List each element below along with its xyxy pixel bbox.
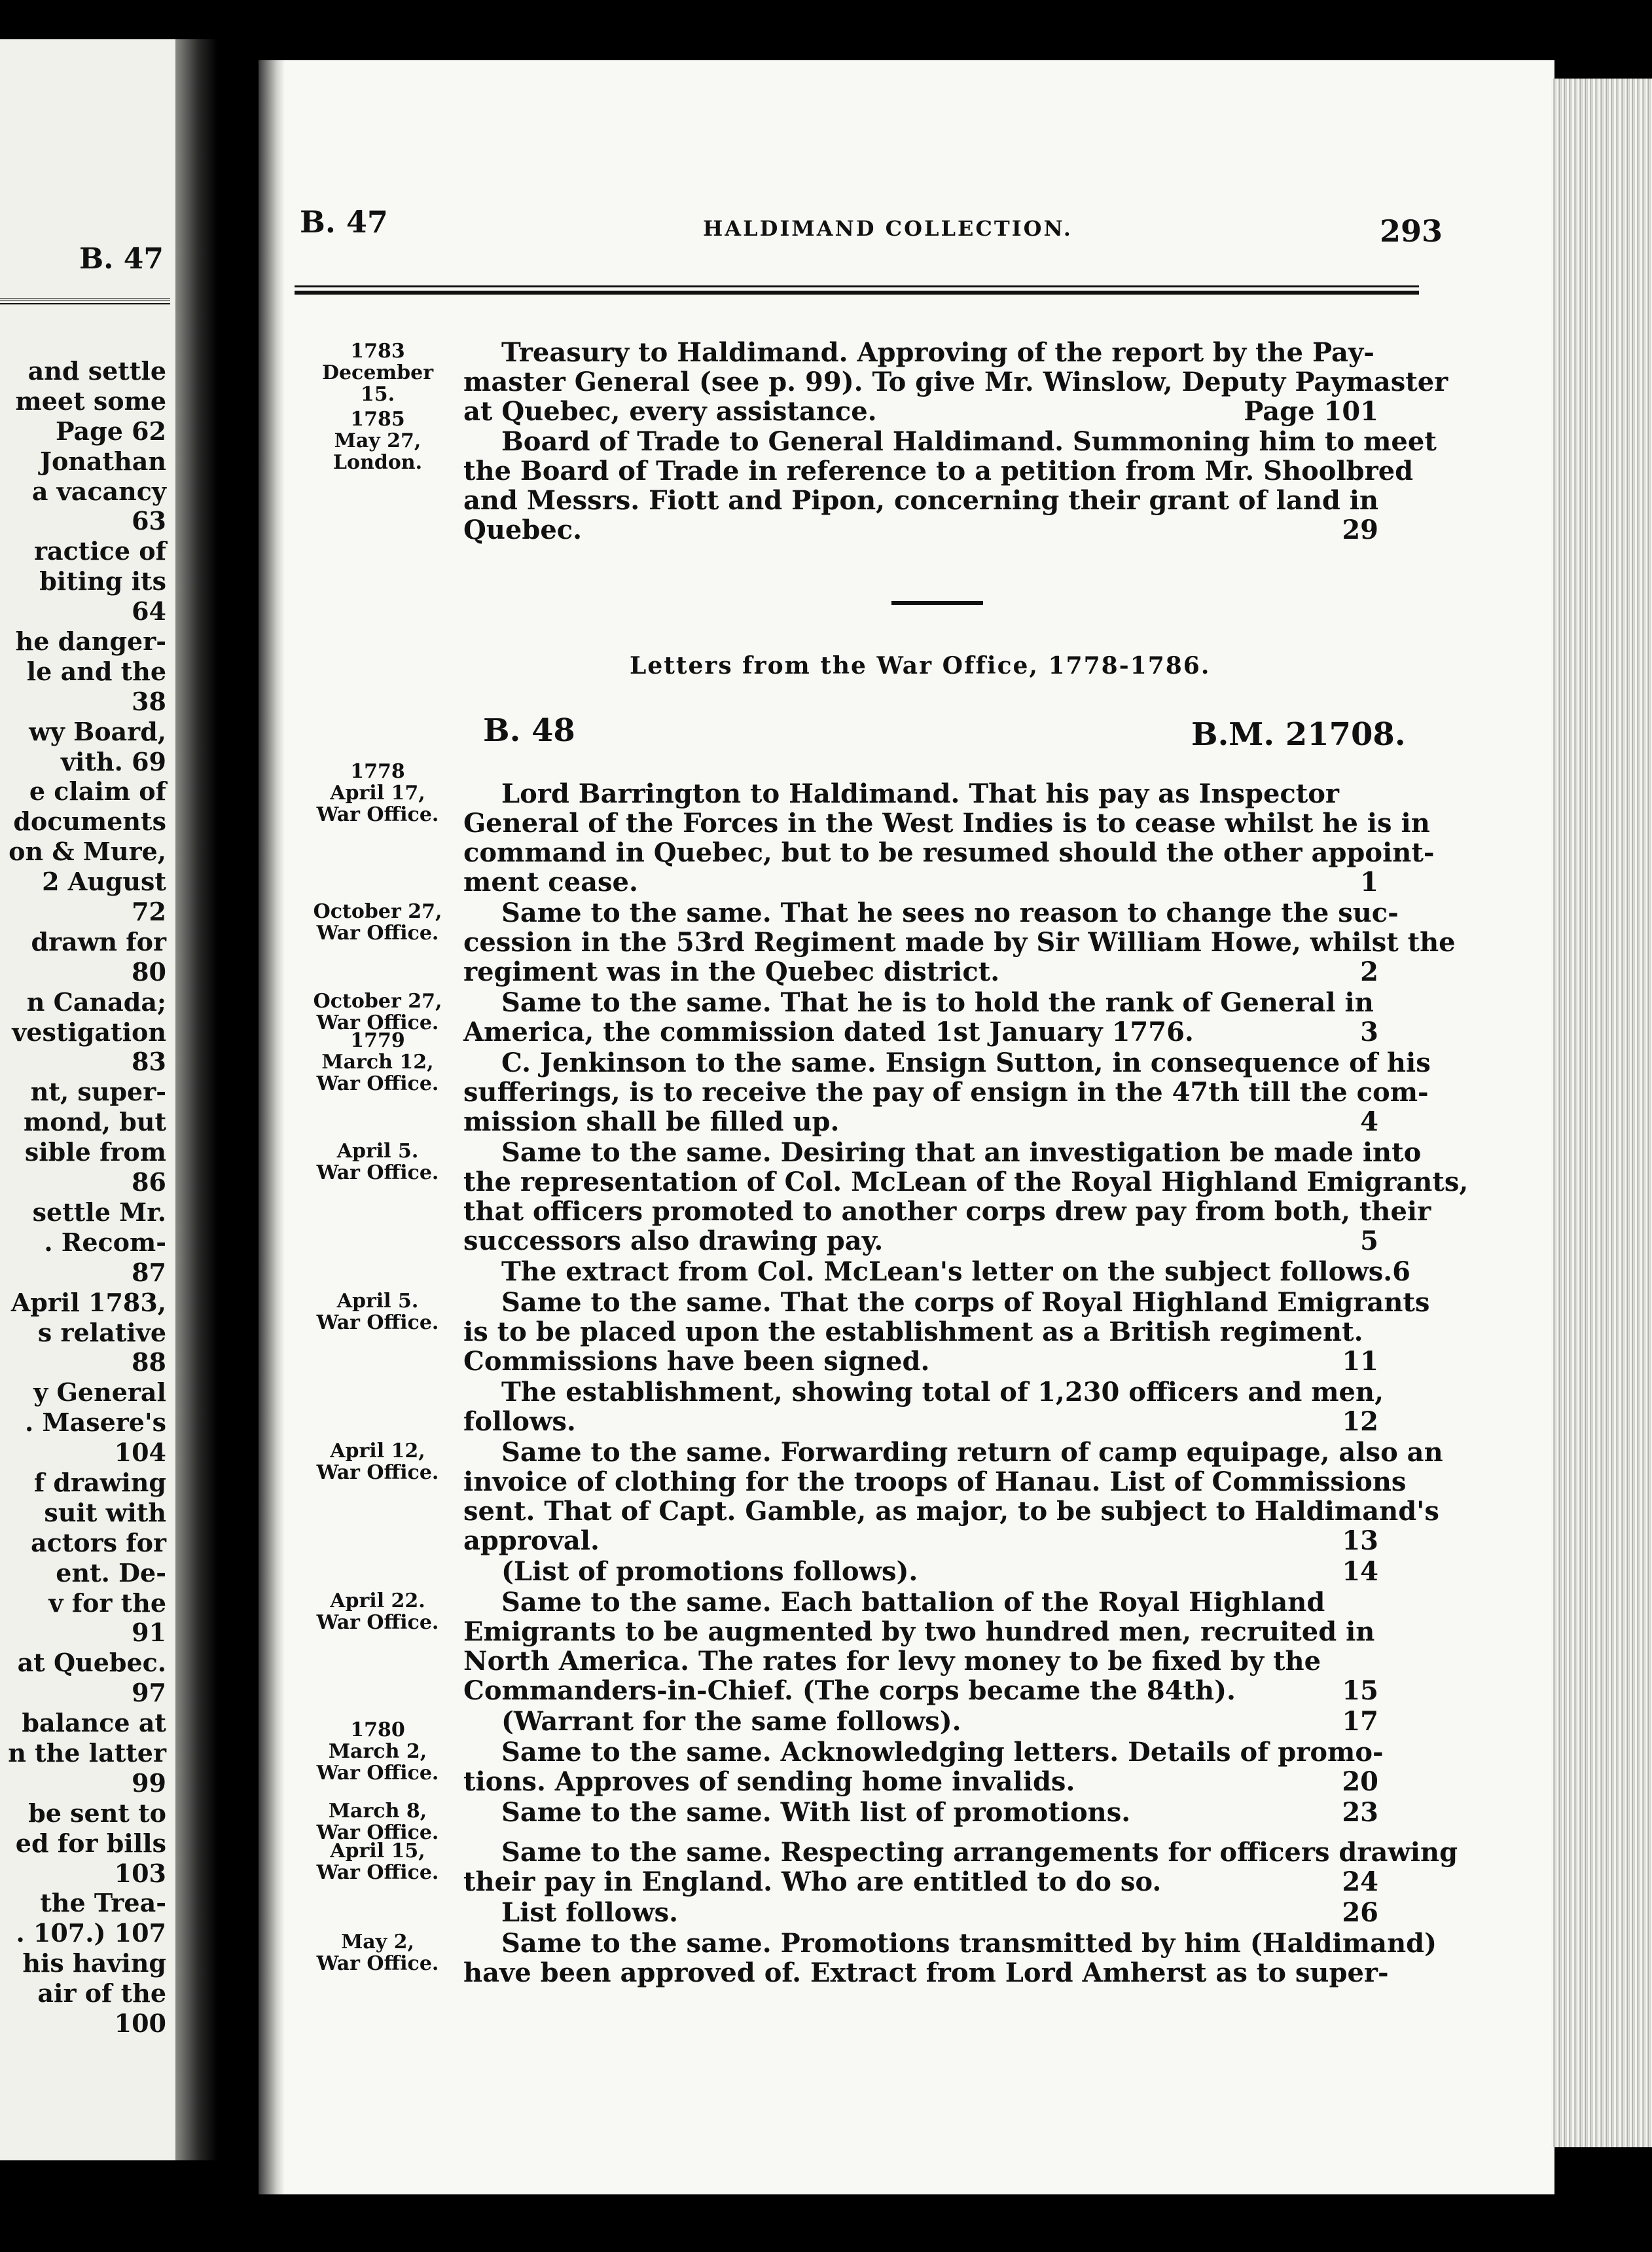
- entry-line: [463, 1676, 1378, 1705]
- left-page-line: 38: [132, 686, 166, 716]
- entry-line: [463, 1928, 1437, 1959]
- left-page-line: balance at: [22, 1708, 166, 1738]
- left-page-line: and settle: [27, 356, 166, 386]
- entry-page-reference: 6: [1392, 1256, 1411, 1287]
- entry-page-reference: 2: [1360, 956, 1378, 987]
- entry-line-text: at Quebec, every assistance.: [463, 396, 877, 427]
- entry-line-text: the representation of Col. McLean of the Royal Highland Emigrants,: [463, 1167, 1469, 1197]
- entry-date-line: April 15,: [330, 1840, 425, 1862]
- entry-line: [463, 1737, 1384, 1768]
- entry-date-line: War Office.: [316, 1072, 439, 1095]
- entry-date-line: March 2,: [328, 1740, 427, 1763]
- book-gutter-shadow: [175, 39, 217, 2160]
- entry-date-line: April 5.: [336, 1140, 419, 1163]
- entry-line: [463, 957, 1378, 987]
- entry-line-text: follows.: [463, 1406, 576, 1437]
- entry-date: [302, 1719, 453, 1784]
- left-page-line: drawn for: [31, 926, 166, 956]
- entry-line: [463, 1837, 1458, 1868]
- entry-line: [463, 338, 1378, 367]
- entry-line-text: command in Quebec, but to be resumed should the other appoint-: [463, 837, 1435, 868]
- entry-line: [463, 898, 1399, 928]
- entry-text: [463, 1377, 1384, 1437]
- left-page-line: 97: [132, 1678, 166, 1708]
- entry-date: [302, 990, 453, 1034]
- entry-line-text: Same to the same. With list of promotions.: [501, 1797, 1131, 1828]
- entry-date: [302, 1290, 453, 1334]
- entry-date: [302, 1030, 453, 1095]
- entry-page-reference: 14: [1342, 1556, 1378, 1587]
- entry-page-reference: 15: [1342, 1675, 1378, 1706]
- entry-date-line: 1785: [350, 408, 405, 431]
- entry-line-text: ment cease.: [463, 867, 638, 898]
- entry-line: [463, 927, 1456, 958]
- entry-page-reference: 24: [1342, 1866, 1378, 1897]
- entry-date-line: October 27,: [313, 990, 442, 1013]
- entry-date: [302, 1800, 453, 1843]
- left-page-line: settle Mr.: [32, 1197, 166, 1227]
- entry-date-line: March 12,: [321, 1051, 434, 1074]
- entry-text: [463, 1928, 1437, 1988]
- entry-line: [463, 515, 1378, 545]
- entry-date-line: War Office.: [316, 1311, 439, 1334]
- entry-line: [463, 426, 1437, 457]
- entry-date-line: April 5.: [336, 1290, 419, 1313]
- entry-page-reference: 17: [1342, 1706, 1378, 1737]
- entry-line: [463, 988, 1378, 1017]
- entry-line: [463, 1767, 1378, 1796]
- entry-line-text: cession in the 53rd Regiment made by Sir William Howe, whilst the: [463, 927, 1456, 958]
- entry-line-text: (Warrant for the same follows).: [501, 1706, 961, 1737]
- entry-text: [463, 1898, 1378, 1927]
- entry-line: [463, 456, 1414, 486]
- entry-text: [463, 426, 1437, 545]
- left-page-line: v for the: [48, 1588, 166, 1618]
- entry-date-line: March 8,: [328, 1800, 427, 1823]
- running-head-title: HALDIMAND COLLECTION.: [703, 216, 1073, 241]
- entry-text: [463, 1557, 1378, 1586]
- left-page-line: f drawing: [33, 1467, 166, 1497]
- page-gutter-shade: [259, 60, 285, 2194]
- left-page-line: n the latter: [8, 1737, 166, 1768]
- entry-line: [463, 1617, 1378, 1646]
- left-page-line: a vacancy: [31, 476, 166, 506]
- entry-line-text: North America. The rates for levy money to be fixed by the: [463, 1646, 1321, 1677]
- section-title: Letters from the War Office, 1778-1786.: [630, 652, 1211, 680]
- entry-line: [463, 1256, 1411, 1287]
- entry-page-reference: 23: [1342, 1797, 1378, 1828]
- left-page-line: le and the: [26, 656, 166, 686]
- entry-line-text: Quebec.: [463, 515, 583, 545]
- entry-line: [463, 1167, 1469, 1197]
- left-page-line: 104: [114, 1438, 166, 1468]
- section-bm-reference: B.M. 21708.: [1191, 716, 1406, 753]
- entry-page-reference: 1: [1360, 867, 1378, 898]
- entry-line-text: and Messrs. Fiott and Pipon, concerning their grant of land in: [463, 485, 1379, 516]
- left-page-line: on & Mure,: [9, 837, 166, 867]
- entry-date-line: War Office.: [316, 922, 439, 945]
- left-page-line: s relative: [37, 1317, 166, 1347]
- left-page-line: Page 62: [55, 416, 166, 446]
- left-page-line: Jonathan: [39, 446, 166, 476]
- entry-date: [302, 1590, 453, 1633]
- entry-text: [463, 988, 1378, 1047]
- entry-line: [463, 808, 1430, 839]
- left-page-line: mond, but: [24, 1107, 166, 1137]
- entry-date-line: May 27,: [334, 429, 422, 452]
- entry-date-line: War Office.: [316, 1011, 439, 1034]
- entry-text: [463, 1837, 1458, 1897]
- left-page-line: 72: [132, 897, 166, 927]
- page-number: 293: [1380, 213, 1443, 249]
- left-page: [0, 39, 175, 2160]
- entry-line-text: Board of Trade to General Haldimand. Summoning him to meet: [501, 426, 1437, 457]
- left-page-header: B. 47: [79, 242, 164, 276]
- left-page-line: 100: [114, 2008, 166, 2038]
- entry-line-text: Same to the same. That he sees no reason to change the suc-: [501, 898, 1399, 928]
- entry-line: [463, 1077, 1429, 1108]
- entry-date-line: April 22.: [330, 1589, 425, 1612]
- left-page-line: e claim of: [29, 776, 166, 807]
- entry-line-text: Same to the same. Each battalion of the Royal Highland: [501, 1587, 1325, 1618]
- entry-line: [463, 1196, 1431, 1227]
- entry-line-text: Commanders-in-Chief. (The corps became the 84th).: [463, 1675, 1236, 1706]
- entry-line: [463, 1707, 1378, 1736]
- entry-date-line: War Office.: [316, 1821, 439, 1844]
- entry-line-text: Same to the same. That the corps of Royal Highland Emigrants: [501, 1287, 1430, 1318]
- entry-page-reference: 20: [1342, 1766, 1378, 1797]
- left-page-line: nt, super-: [30, 1077, 166, 1107]
- entry-line-text: invoice of clothing for the troops of Hanau. List of Commissions: [463, 1466, 1407, 1497]
- entry-line: [463, 397, 1378, 426]
- entry-page-reference: 11: [1342, 1346, 1378, 1377]
- entry-date-line: War Office.: [316, 1461, 439, 1484]
- left-page-text: [0, 356, 166, 2039]
- entry-line-text: master General (see p. 99). To give Mr. Winslow, Deputy Paymaster: [463, 367, 1448, 397]
- left-page-line: suit with: [44, 1497, 166, 1527]
- page-edges: [1551, 79, 1652, 2147]
- left-page-line: . 107.) 107: [16, 1918, 166, 1948]
- left-page-line: his having: [22, 1948, 166, 1978]
- entry-text: [463, 1256, 1411, 1287]
- entry-line-text: (List of promotions follows).: [501, 1556, 918, 1587]
- entry-line: [463, 1107, 1378, 1136]
- entry-line-text: The extract from Col. McLean's letter on the subject follows.: [501, 1256, 1393, 1287]
- left-page-line: y General: [33, 1377, 166, 1408]
- entry-line-text: approval.: [463, 1525, 600, 1556]
- entry-line: [463, 1226, 1378, 1256]
- entry-line: [463, 1867, 1378, 1897]
- entry-text: [463, 1798, 1378, 1827]
- entry-line-text: General of the Forces in the West Indies is to cease whilst he is in: [463, 808, 1430, 839]
- entry-page-reference: 12: [1342, 1406, 1378, 1437]
- entry-line: [463, 837, 1435, 868]
- entry-date-line: 1780: [350, 1718, 405, 1741]
- entry-line: [463, 1496, 1439, 1527]
- entry-line: [463, 1588, 1378, 1617]
- entry-line-text: successors also drawing pay.: [463, 1226, 884, 1256]
- entry-date: [302, 1931, 453, 1974]
- entry-line: [463, 1017, 1378, 1047]
- running-head-volume: B. 47: [300, 204, 388, 240]
- entry-text: [463, 898, 1456, 987]
- entry-date-line: April 17,: [330, 782, 425, 805]
- entry-date: [302, 409, 453, 473]
- left-page-line: actors for: [30, 1527, 166, 1557]
- entry-page-reference: 13: [1342, 1525, 1378, 1556]
- left-page-line: 87: [132, 1257, 166, 1287]
- entry-line-text: Same to the same. Respecting arrangements for officers drawing: [501, 1837, 1458, 1868]
- entry-line-text: is to be placed upon the establishment as a British regiment.: [463, 1317, 1363, 1347]
- section-volume: B. 48: [483, 712, 575, 749]
- left-page-line: 83: [132, 1047, 166, 1077]
- entry-line-text: have been approved of. Extract from Lord Amherst as to super-: [463, 1957, 1389, 1988]
- left-page-line: 64: [132, 596, 166, 627]
- entry-text: [463, 337, 1448, 427]
- entry-date-line: War Office.: [316, 803, 439, 826]
- entry-line: [463, 867, 1378, 897]
- left-page-line: 86: [132, 1167, 166, 1197]
- entry-line-text: Treasury to Haldimand. Approving of the report by the Pay-: [501, 337, 1374, 368]
- entry-page-reference: 26: [1342, 1897, 1378, 1928]
- entry-date: [302, 1140, 453, 1184]
- left-page-line: ed for bills: [15, 1828, 166, 1858]
- left-page-line: be sent to: [28, 1798, 166, 1828]
- entry-line-text: the Board of Trade in reference to a petition from Mr. Shoolbred: [463, 456, 1414, 486]
- entry-page-reference: 5: [1360, 1226, 1378, 1256]
- left-page-line: 2 August: [42, 867, 166, 897]
- entry-text: [463, 1287, 1430, 1377]
- entry-page-reference: 3: [1360, 1017, 1378, 1047]
- entry-date-line: War Office.: [316, 1762, 439, 1785]
- left-page-line: ractice of: [33, 536, 166, 566]
- entry-date: [302, 1440, 453, 1483]
- left-page-line: vith. 69: [60, 746, 166, 776]
- left-page-line: air of the: [37, 1978, 166, 2008]
- entry-line: [463, 1798, 1378, 1827]
- left-page-line: the Trea-: [40, 1888, 166, 1918]
- entry-line-text: Emigrants to be augmented by two hundred men, recruited in: [463, 1616, 1375, 1647]
- left-page-line: . Recom-: [44, 1227, 166, 1257]
- entry-line: [463, 1047, 1431, 1078]
- entry-line-text: regiment was in the Quebec district.: [463, 956, 1000, 987]
- entry-line-text: Same to the same. Acknowledging letters. Details of promo-: [501, 1737, 1384, 1768]
- entry-line: [463, 1898, 1378, 1927]
- entry-line-text: Lord Barrington to Haldimand. That his pay as Inspector: [501, 778, 1339, 809]
- entry-line: [463, 367, 1448, 397]
- entry-line: [463, 1466, 1407, 1497]
- entry-date: [302, 340, 453, 405]
- entry-text: [463, 1588, 1378, 1705]
- entry-text: [463, 1437, 1443, 1556]
- entry-line: [463, 1137, 1422, 1168]
- entry-line: [463, 1377, 1384, 1408]
- left-page-line: . Masere's: [25, 1408, 166, 1438]
- entry-line-text: mission shall be filled up.: [463, 1106, 840, 1137]
- left-page-line: wy Board,: [29, 716, 166, 746]
- entry-line-text: sent. That of Capt. Gamble, as major, to be subject to Haldimand's: [463, 1496, 1439, 1527]
- entry-date: [302, 901, 453, 944]
- left-page-line: ent. De-: [56, 1557, 166, 1588]
- entry-date-line: 1779: [350, 1029, 405, 1052]
- entry-line: [463, 1287, 1430, 1318]
- left-page-line: 88: [132, 1347, 166, 1377]
- entry-line: [463, 486, 1378, 515]
- entry-page-reference: Page 101: [1244, 396, 1378, 427]
- entry-line: [463, 779, 1378, 808]
- left-page-line: 63: [132, 506, 166, 536]
- entry-line-text: Same to the same. Promotions transmitted by him (Haldimand): [501, 1928, 1437, 1959]
- left-page-line: 103: [114, 1858, 166, 1888]
- entry-date-line: December 15.: [321, 361, 434, 406]
- entry-text: [463, 778, 1435, 898]
- entry-line: [463, 1407, 1378, 1436]
- entry-date-line: War Office.: [316, 1611, 439, 1634]
- left-page-line: 91: [132, 1618, 166, 1648]
- entry-date-line: October 27,: [313, 900, 442, 923]
- entry-date-line: War Office.: [316, 1952, 439, 1975]
- entry-line-text: Same to the same. Forwarding return of camp equipage, also an: [501, 1437, 1443, 1468]
- entry-line-text: The establishment, showing total of 1,230 officers and men,: [501, 1377, 1384, 1408]
- entry-page-reference: 4: [1360, 1106, 1378, 1137]
- entry-line-text: Same to the same. That he is to hold the rank of General in: [501, 987, 1374, 1018]
- entry-line: [463, 1317, 1378, 1347]
- entry-date-line: April 12,: [330, 1440, 425, 1462]
- section-divider: [891, 601, 983, 605]
- entry-date-line: 1783: [350, 340, 405, 363]
- entry-date-line: London.: [332, 451, 423, 474]
- entry-line-text: Commissions have been signed.: [463, 1346, 930, 1377]
- entry-text: [463, 1737, 1384, 1797]
- left-page-line: 99: [132, 1768, 166, 1798]
- left-page-line: meet some: [15, 386, 166, 416]
- entry-line: [463, 1957, 1389, 1988]
- left-page-line: documents: [13, 807, 166, 837]
- left-page-line: April 1783,: [10, 1287, 166, 1317]
- entry-line-text: Same to the same. Desiring that an investigation be made into: [501, 1137, 1422, 1168]
- entry-date-line: War Office.: [316, 1161, 439, 1184]
- entry-text: [463, 1137, 1469, 1256]
- entry-line: [463, 1557, 1378, 1586]
- entry-line: [463, 1347, 1378, 1376]
- left-page-line: vestigation: [12, 1017, 166, 1047]
- entry-line-text: List follows.: [501, 1897, 679, 1928]
- entry-page-reference: 29: [1342, 515, 1378, 545]
- left-page-line: sible from: [24, 1137, 166, 1167]
- entry-line-text: tions. Approves of sending home invalids.: [463, 1766, 1075, 1797]
- header-rule: [295, 285, 1419, 295]
- entry-date: [302, 761, 453, 826]
- entry-text: [463, 1047, 1431, 1137]
- entry-line: [463, 1646, 1378, 1676]
- entry-line: [463, 1437, 1443, 1468]
- entry-line-text: their pay in England. Who are entitled to do so.: [463, 1866, 1162, 1897]
- left-page-line: biting its: [39, 566, 166, 596]
- left-page-line: he danger-: [15, 627, 166, 657]
- entry-line-text: America, the commission dated 1st January 1776.: [463, 1017, 1194, 1047]
- entry-line: [463, 1526, 1378, 1555]
- entry-line-text: C. Jenkinson to the same. Ensign Sutton, in consequence of his: [501, 1047, 1431, 1078]
- left-page-line: n Canada;: [26, 987, 166, 1017]
- left-page-line: 80: [132, 956, 166, 987]
- entry-line-text: sufferings, is to receive the pay of ensign in the 47th till the com-: [463, 1077, 1429, 1108]
- entry-date-line: 1778: [350, 760, 405, 783]
- entry-date: [302, 1840, 453, 1883]
- entry-date-line: War Office.: [316, 1861, 439, 1884]
- entry-text: [463, 1707, 1378, 1736]
- left-page-rule: [0, 298, 170, 304]
- entry-date-line: May 2,: [341, 1931, 414, 1953]
- left-page-line: at Quebec.: [17, 1648, 166, 1678]
- entry-line-text: that officers promoted to another corps drew pay from both, their: [463, 1196, 1431, 1227]
